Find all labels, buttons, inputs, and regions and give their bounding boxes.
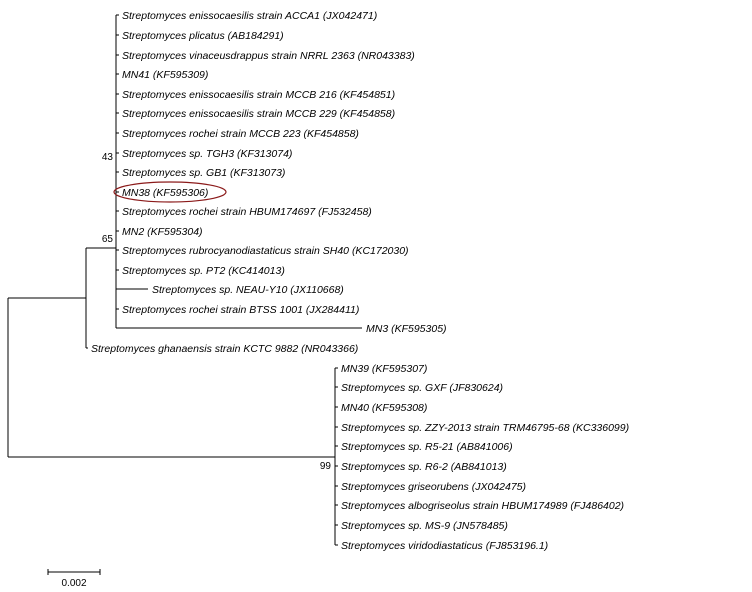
leaf-label: Streptomyces sp. R6-2 (AB841013) xyxy=(341,461,507,473)
leaf-label: Streptomyces rochei strain MCCB 223 (KF454858) xyxy=(122,128,359,140)
leaf-label: Streptomyces rubrocyanodiastaticus strain SH40 (KC172030) xyxy=(122,245,409,257)
leaf-label: Streptomyces sp. R5-21 (AB841006) xyxy=(341,441,513,453)
leaf-label: Streptomyces rochei strain BTSS 1001 (JX284411) xyxy=(122,304,360,316)
leaf-labels xyxy=(91,10,629,552)
leaf-label: Streptomyces sp. ZZY-2013 strain TRM46795-68 (KC336099) xyxy=(341,422,630,434)
leaf-label-highlighted: MN38 (KF595306) xyxy=(122,187,209,199)
leaf-label: Streptomyces sp. GB1 (KF313073) xyxy=(122,167,286,179)
leaf-label: Streptomyces sp. TGH3 (KF313074) xyxy=(122,148,293,160)
leaf-label: MN2 (KF595304) xyxy=(122,226,203,238)
leaf-label: Streptomyces ghanaensis strain KCTC 9882 (NR043366) xyxy=(91,343,359,355)
leaf-label: Streptomyces vinaceusdrappus strain NRRL 2363 (NR043383) xyxy=(122,50,415,62)
leaf-label: Streptomyces viridodiastaticus (FJ853196.1) xyxy=(341,540,549,552)
scale-bar-label: 0.002 xyxy=(61,578,87,589)
leaf-label: Streptomyces griseorubens (JX042475) xyxy=(341,481,527,493)
leaf-label: Streptomyces enissocaesilis strain MCCB 216 (KF454851) xyxy=(122,89,396,101)
leaf-label: Streptomyces rochei strain HBUM174697 (FJ532458) xyxy=(122,206,372,218)
leaf-label: Streptomyces sp. GXF (JF830624) xyxy=(341,382,504,394)
leaf-label: Streptomyces albogriseolus strain HBUM174989 (FJ486402) xyxy=(341,500,625,512)
leaf-label: MN41 (KF595309) xyxy=(122,69,209,81)
bootstrap-inner-clade: 43 xyxy=(101,152,113,163)
bootstrap-griseorubens-group: 99 xyxy=(319,461,331,472)
leaf-label: Streptomyces enissocaesilis strain ACCA1 (JX042471) xyxy=(122,10,378,22)
leaf-label: MN40 (KF595308) xyxy=(341,402,428,414)
leaf-label: Streptomyces plicatus (AB184291) xyxy=(122,30,284,42)
leaf-label: Streptomyces enissocaesilis strain MCCB 229 (KF454858) xyxy=(122,108,396,120)
bootstrap-rochei-group: 65 xyxy=(101,234,113,245)
leaf-label: Streptomyces sp. MS-9 (JN578485) xyxy=(341,520,508,532)
leaf-label: MN39 (KF595307) xyxy=(341,363,428,375)
leaf-label: Streptomyces sp. PT2 (KC414013) xyxy=(122,265,285,277)
leaf-label: MN3 (KF595305) xyxy=(366,323,447,335)
scale-bar xyxy=(48,569,100,589)
leaf-label: Streptomyces sp. NEAU-Y10 (JX110668) xyxy=(152,284,344,296)
